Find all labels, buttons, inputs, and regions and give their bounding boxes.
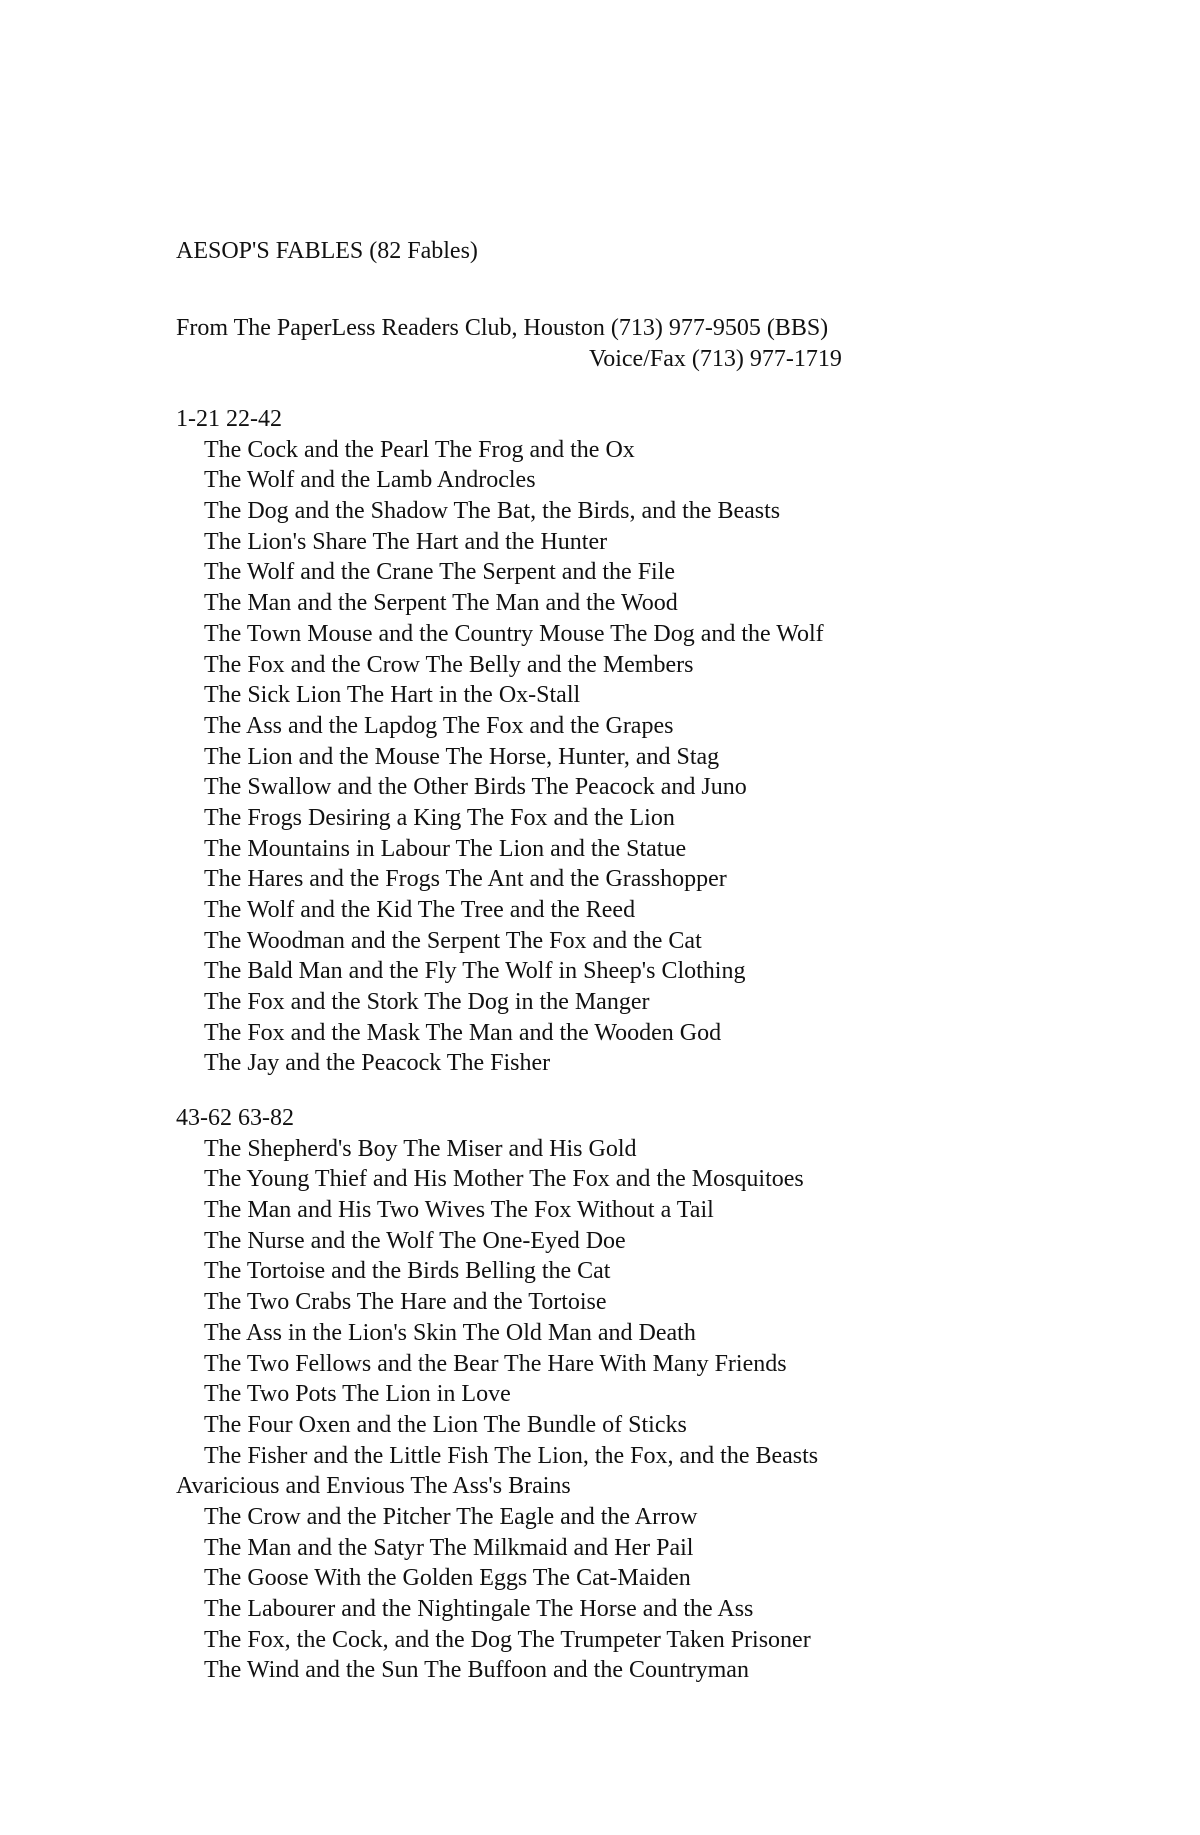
fable-list-item: The Tortoise and the Birds Belling the Cat xyxy=(204,1258,611,1285)
fable-list-item: The Man and His Two Wives The Fox Without a Tail xyxy=(204,1197,714,1224)
fable-list-item: The Man and the Serpent The Man and the Wood xyxy=(204,590,678,617)
fable-list-item: The Ass and the Lapdog The Fox and the Grapes xyxy=(204,712,674,739)
fable-list-item: The Lion's Share The Hart and the Hunter xyxy=(204,528,608,555)
fable-list-item: The Young Thief and His Mother The Fox and the Mosquitoes xyxy=(204,1166,804,1193)
fable-list-item: The Town Mouse and the Country Mouse The Dog and the Wolf xyxy=(204,620,824,647)
fable-list-item: The Wolf and the Crane The Serpent and the File xyxy=(204,559,676,586)
fable-list-item: The Two Crabs The Hare and the Tortoise xyxy=(204,1289,607,1316)
fable-list-item: The Shepherd's Boy The Miser and His Gold xyxy=(204,1135,637,1162)
fable-list-item: The Fox and the Crow The Belly and the Members xyxy=(204,651,694,678)
fable-list xyxy=(176,435,824,1079)
fable-list xyxy=(176,1134,818,1686)
fable-list-item: The Fox and the Stork The Dog in the Manger xyxy=(204,989,650,1016)
fable-list-item: The Crow and the Pitcher The Eagle and the Arrow xyxy=(204,1503,698,1530)
fable-list-item: The Cock and the Pearl The Frog and the Ox xyxy=(204,436,635,463)
fable-section-1 xyxy=(176,404,824,1079)
fable-list-item: The Goose With the Golden Eggs The Cat-Maiden xyxy=(204,1565,691,1592)
fable-list-item: The Fox, the Cock, and the Dog The Trumpeter Taken Prisoner xyxy=(204,1626,811,1653)
fable-list-item: Avaricious and Envious The Ass's Brains xyxy=(176,1473,571,1500)
fable-list-item: The Sick Lion The Hart in the Ox-Stall xyxy=(204,682,581,709)
fable-list-item: The Swallow and the Other Birds The Peacock and Juno xyxy=(204,774,747,801)
fable-list-item: The Wolf and the Kid The Tree and the Reed xyxy=(204,897,636,923)
contact-line: Voice/Fax (713) 977-1719 xyxy=(589,346,842,372)
fable-list-item: The Frogs Desiring a King The Fox and the Lion xyxy=(204,804,675,831)
fable-list-item: The Mountains in Labour The Lion and the Statue xyxy=(204,835,687,862)
fable-list-item: The Lion and the Mouse The Horse, Hunter, and Stag xyxy=(204,743,720,770)
fable-list-item: The Wolf and the Lamb Androcles xyxy=(204,467,536,494)
fable-list-item: The Dog and the Shadow The Bat, the Birds, and the Beasts xyxy=(204,498,781,525)
fable-list-item: The Hares and the Frogs The Ant and the Grasshopper xyxy=(204,866,727,893)
fable-list-item: The Wind and the Sun The Buffoon and the Countryman xyxy=(204,1657,749,1684)
fable-list-item: The Jay and the Peacock The Fisher xyxy=(204,1050,551,1077)
fable-list-item: The Bald Man and the Fly The Wolf in Sheep's Clothing xyxy=(204,958,746,985)
fable-list-item: The Man and the Satyr The Milkmaid and Her Pail xyxy=(204,1534,694,1561)
fable-section-2 xyxy=(176,1103,818,1686)
fable-list-item: The Labourer and the Nightingale The Horse and the Ass xyxy=(204,1596,754,1622)
document-title: AESOP'S FABLES (82 Fables) xyxy=(176,238,478,264)
section-heading: 1-21 22-42 xyxy=(176,406,282,432)
fable-list-item: The Four Oxen and the Lion The Bundle of Sticks xyxy=(204,1411,687,1438)
fable-list-item: The Fox and the Mask The Man and the Wooden God xyxy=(204,1019,722,1046)
fable-list-item: The Fisher and the Little Fish The Lion, the Fox, and the Beasts xyxy=(204,1442,819,1469)
fable-list-item: The Ass in the Lion's Skin The Old Man and Death xyxy=(204,1319,696,1346)
fable-list-item: The Nurse and the Wolf The One-Eyed Doe xyxy=(204,1227,626,1254)
fable-list-item: The Woodman and the Serpent The Fox and the Cat xyxy=(204,927,702,954)
source-line: From The PaperLess Readers Club, Houston (713) 977-9505 (BBS) xyxy=(176,315,829,341)
fable-list-item: The Two Pots The Lion in Love xyxy=(204,1381,511,1408)
section-heading: 43-62 63-82 xyxy=(176,1105,294,1131)
fable-list-item: The Two Fellows and the Bear The Hare With Many Friends xyxy=(204,1350,787,1377)
